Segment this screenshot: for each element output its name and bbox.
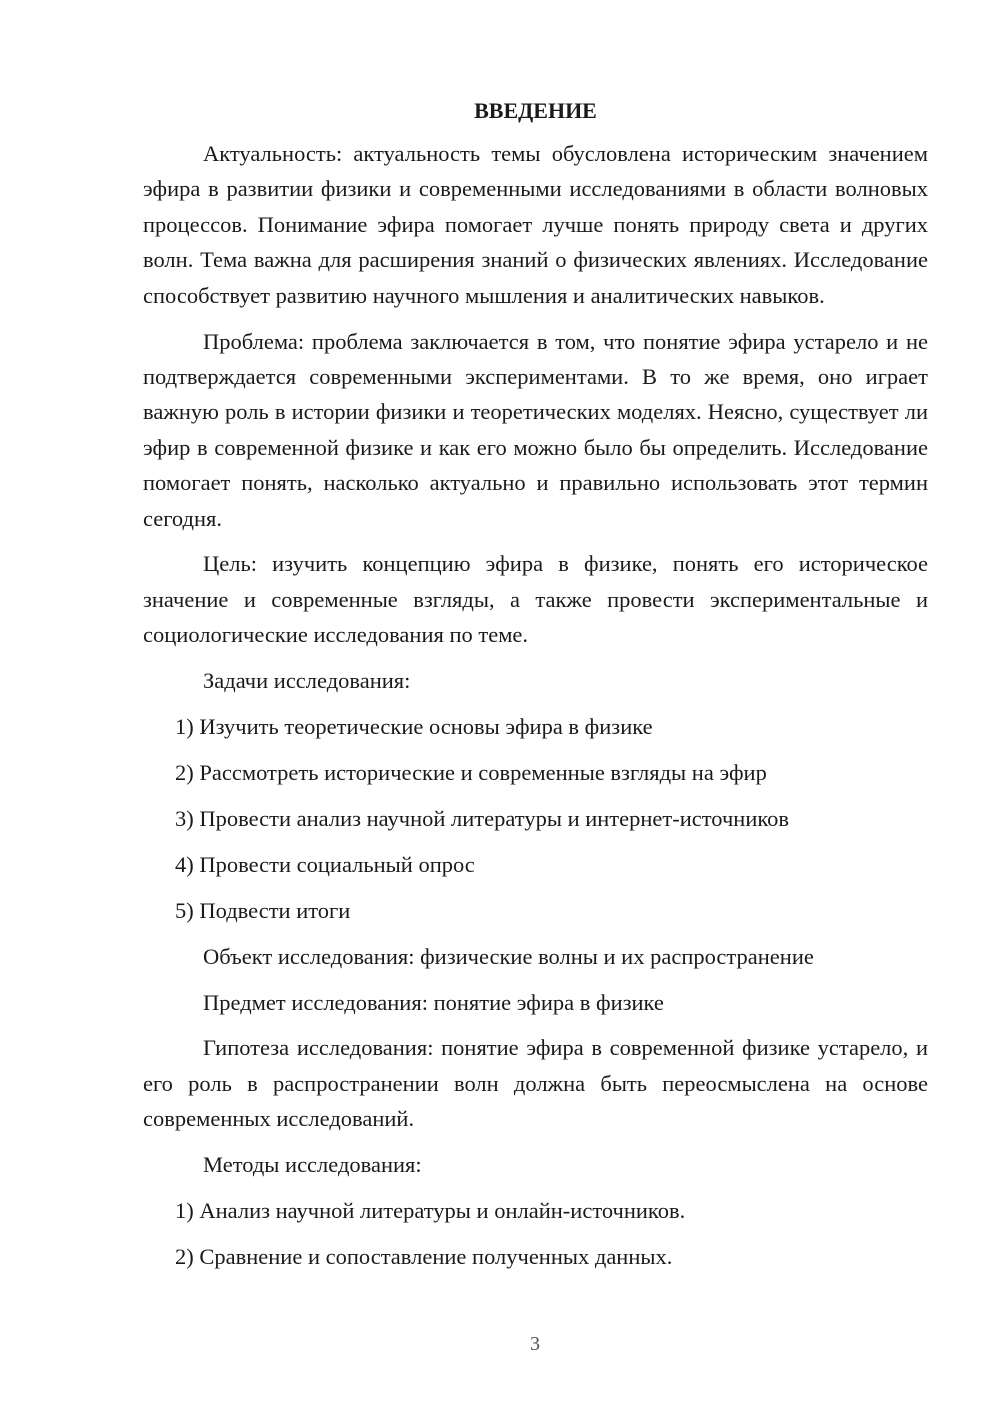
task-item: 1) Изучить теоретические основы эфира в физике xyxy=(175,714,653,740)
task-item: 5) Подвести итоги xyxy=(175,897,351,923)
methods-list xyxy=(143,1193,928,1274)
method-item: 1) Анализ научной литературы и онлайн-источников. xyxy=(175,1198,686,1224)
tasks-list xyxy=(143,709,928,928)
hypothesis-paragraph: Гипотеза исследования: понятие эфира в современной физике устарело, и его роль в распространении волн должна быть переосмыслена на основе современных исследований. xyxy=(143,1035,928,1132)
task-item: 4) Провести социальный опрос xyxy=(175,851,475,877)
goal-paragraph: Цель: изучить концепцию эфира в физике, понять его историческое значение и современные взгляды, а также провести экспериментальные и социологические исследования по теме. xyxy=(143,551,928,648)
page-number: 3 xyxy=(530,1333,540,1355)
method-item: 2) Сравнение и сопоставление полученных данных. xyxy=(175,1243,673,1269)
methods-heading: Методы исследования: xyxy=(203,1152,422,1178)
relevance-paragraph: Актуальность: актуальность темы обусловлена историческим значением эфира в развитии физики и современными исследованиями в области волновых процессов. Понимание эфира помогает лучше понять природу света и других волн. Тема важна для расширения знаний о физических явлениях. Исследование способствует развитию научного мышления и аналитических навыков. xyxy=(143,141,928,308)
object-line: Объект исследования: физические волны и их распространение xyxy=(203,943,814,969)
document-body xyxy=(143,96,928,1285)
problem-paragraph: Проблема: проблема заключается в том, что понятие эфира устарело и не подтверждается современными экспериментами. В то же время, оно играет важную роль в истории физики и теоретических моделях. Неясно, существует ли эфир в современной физике и как его можно было бы определить. Исследование помогает понять, насколько актуально и правильно использовать этот термин сегодня. xyxy=(143,328,928,531)
task-item: 2) Рассмотреть исторические и современные взгляды на эфир xyxy=(175,760,767,785)
tasks-heading: Задачи исследования: xyxy=(203,668,411,694)
subject-line: Предмет исследования: понятие эфира в физике xyxy=(203,989,664,1015)
section-title: ВВЕДЕНИЕ xyxy=(474,98,597,123)
task-item: 3) Провести анализ научной литературы и интернет-источников xyxy=(175,805,790,831)
